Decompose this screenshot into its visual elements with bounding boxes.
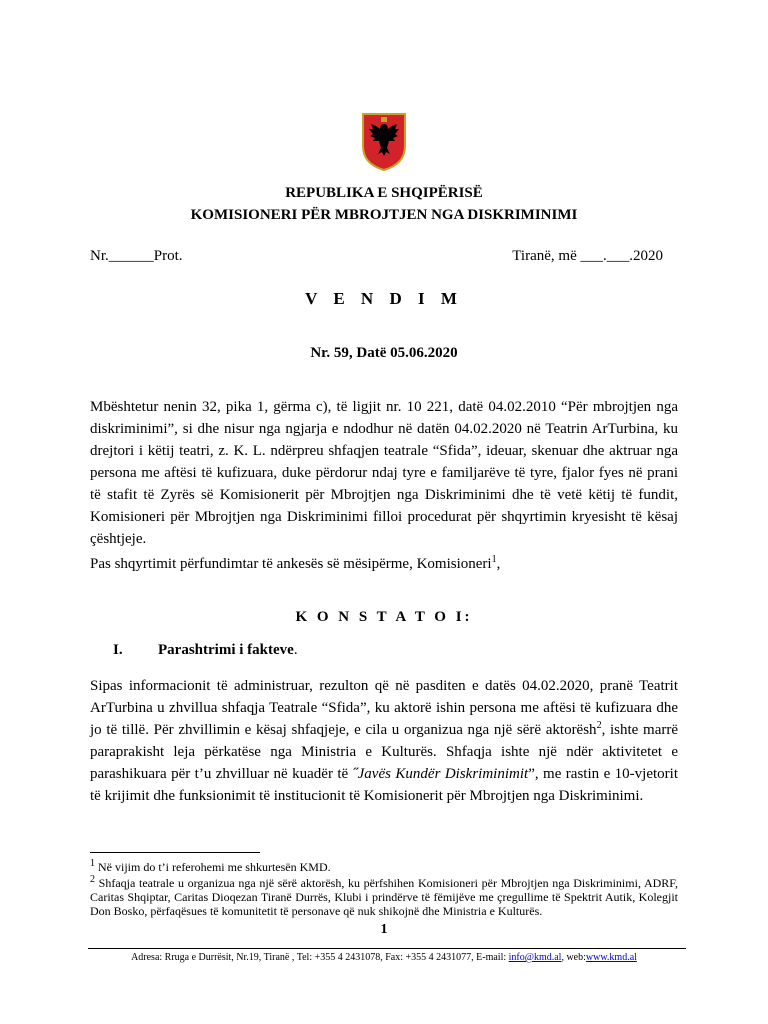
- paragraph-legal-basis: Mbështetur nenin 32, pika 1, gërma c), të ligjit nr. 10 221, datë 04.02.2010 “Për mbrojtjen nga diskriminimi”, si dhe nisur nga ngjarja e ndodhur në datën 04.02.2020 në Teatrin ArTurbina, ku drejtori i këtij teatri, z. K. L. ndërpreu shfaqjen teatrale “Sfida”, ideuar, skenuar dhe aktruar nga persona me aftësi të kufizuara, duke përdorur ndaj tyre e familjarëve të tyre, fjalor fyes në prani të stafit të Zyrës së Komisionerit për Mbrojtjen nga Diskriminimi dhe të vetë këtij të fundit, Komisioneri për Mbrojtjen nga Diskriminimi filloi procedurat për shqyrtimin kryesisht të kësaj çështjeje.: [90, 399, 678, 547]
- protocol-number: Nr.______Prot.: [90, 248, 183, 264]
- decision-number-date: Nr. 59, Datë 05.06.2020: [310, 345, 458, 361]
- footnote-1: $^1$ Në vijim do t’i referohemi me shkurtesën KMD.: [90, 858, 331, 874]
- paragraph-facts: Sipas informacionit të administruar, rezulton që në pasditen e datës 04.02.2020, pranë Teatrit ArTurbina u zhvillua shfaqja Teatrale “Sfida”, ku aktorë ishin persona me aftësi të kufizuara dhe jo të tillë. Për zhvillimin e kësaj shfaqjeje, e cila u organizua nga një sërë aktorësh$^2$, ishte marrë paraprakisht leja përkatëse nga Ministria e Kulturës. Shfaqja ishte një ndër aktivitetet e parashikuara për t’u zhvilluar në kuadër të ˝Javës Kundër Diskriminimit”, me rastin e 10-vjetorit të krijimit dhe funksionimit të institucionit të Komisionerit për Mbrojtjen nga Diskriminimi.: [90, 678, 678, 804]
- footnote-ref-2: 2: [596, 720, 602, 731]
- email-link[interactable]: info@kmd.al: [508, 952, 562, 963]
- footnote-ref-1: 1: [491, 554, 497, 565]
- footnote-2: $^2$ Shfaqja teatrale u organizua nga një sërë aktorësh, ku përfshihen Komisioneri për Mbrojtjen nga Diskriminimi, ADRF, Caritas Shqiptar, Caritas Dioqezan Tiranë Durrës, Klubi i prindërve të fëmijëve me çregullime të Spektrit Autik, Kolegjit Don Bosko, përfaqësues të komunitetit të personave që nuk shikojnë dhe Ministria e Kulturës.: [90, 874, 678, 918]
- event-name: ˝Javës Kundër Diskriminimit: [352, 766, 529, 782]
- paragraph-review: Pas shqyrtimit përfundimtar të ankesës së mësipërme, Komisioneri$^1$,: [90, 554, 501, 572]
- section-number: I.: [113, 642, 123, 658]
- albanian-coat-of-arms-icon: [359, 110, 409, 172]
- footer-address: Adresa: Rruga e Durrësit, Nr.19, Tiranë , Tel: +355 4 2431078, Fax: +355 4 2431077, E-mail: info@kmd.al, web:www.kmd.al: [131, 952, 637, 963]
- footnote-divider: [90, 852, 260, 853]
- document-page: REPUBLIKA E SHQIPËRISË KOMISIONERI PËR MBROJTJEN NGA DISKRIMINIMI Nr.______Prot. Tiranë, më ___.___.2020 V E N D I M Nr. 59, Datë 05.06.2020 Mbështetur nenin 32, pika 1, gërma c), të ligjit nr. 10 221, datë 04.02.2010 “Për mbrojtjen nga diskriminimi”, si dhe nisur nga ngjarja e ndodhur në datën 04.02.2020 në Teatrin ArTurbina, ku drejtori i këtij teatri, z. K. L. ndërpreu shfaqjen teatrale “Sfida”, ideuar, skenuar dhe aktruar nga persona me aftësi të kufizuara, duke përdorur ndaj tyre e familjarëve të tyre, fjalor fyes në prani të stafit të Zyrës së Komisionerit për Mbrojtjen nga Diskriminimi dhe të vetë këtij të fundit, Komisioneri për Mbrojtjen nga Diskriminimi filloi procedurat për shqyrtimin kryesisht të kësaj çështjeje. Pas shqyrtimit përfundimtar të ankesës së mësipërme, Komisioneri$^1$, K O N S T A T O I: I. Parashtrimi i fakteve. Sipas informacionit të administruar, rezulton që në pasditen e datës 04.02.2020, pranë Teatrit ArTurbina u zhvillua shfaqja Teatrale “Sfida”, ku aktorë ishin persona me aftësi të kufizuara dhe jo të tillë. Për zhvillimin e kësaj shfaqjeje, e cila u organizua nga një sërë aktorësh$^2$, ishte marrë paraprakisht leja përkatëse nga Ministria e Kulturës. Shfaqja ishte një ndër aktivitetet e parashikuara për t’u zhvilluar në kuadër të ˝Javës Kundër Diskriminimit”, me rastin e 10-vjetorit të krijimit dhe funksionimit të institucionit të Komisionerit për Mbrojtjen nga Diskriminimi. $^1$ Në vijim do t’i referohemi me shkurtesën KMD. $^2$ Shfaqja teatrale u organizua nga një sërë aktorësh, ku përfshihen Komisioneri për Mbrojtjen nga Diskriminimi, ADRF, Caritas Shqiptar, Caritas Dioqezan Tiranë Durrës, Klubi i prindërve të fëmijëve me çregullime të Spektrit Autik, Kolegjit Don Bosko, përfaqësues të komunitetit të personave që nuk shikojnë dhe Ministria e Kulturës. 1 Adresa: Rruga e Durrësit, Nr.19, Tiranë , Tel: +355 4 2431078, Fax: +355 4 2431077, E-mail: info@kmd.al, web:www.kmd.al: [0, 0, 768, 1024]
- website-link[interactable]: www.kmd.al: [585, 952, 637, 963]
- header-republic: REPUBLIKA E SHQIPËRISË: [285, 185, 483, 201]
- header-institution: KOMISIONERI PËR MBROJTJEN NGA DISKRIMINIMI: [190, 207, 578, 223]
- section-heading-konstatoi: K O N S T A T O I:: [295, 609, 473, 625]
- place-date: Tiranë, më ___.___.2020: [512, 248, 663, 264]
- section-title: Parashtrimi i fakteve: [158, 642, 294, 658]
- page-number: 1: [380, 922, 388, 937]
- document-title: V E N D I M: [305, 289, 463, 308]
- footer-divider: [88, 948, 686, 949]
